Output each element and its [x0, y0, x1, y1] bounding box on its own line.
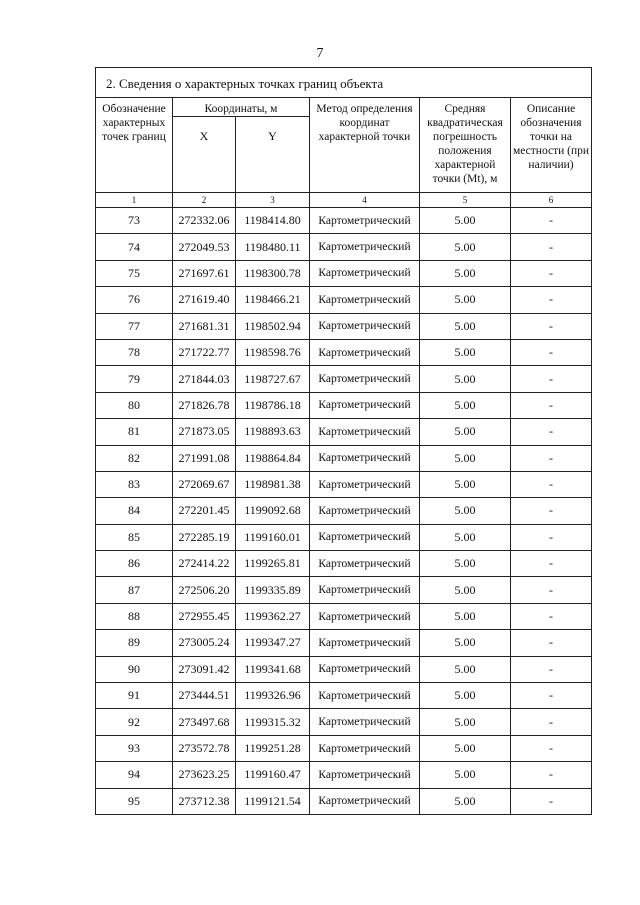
- x-coordinate-cell: 273497.68: [173, 709, 236, 735]
- column-number: 2: [173, 193, 236, 208]
- table-row: [96, 603, 592, 629]
- column-number: 3: [236, 193, 310, 208]
- y-coordinate-cell: 1198414.80: [236, 208, 310, 234]
- y-coordinate-cell: 1198893.63: [236, 419, 310, 445]
- x-coordinate-cell: 271681.31: [173, 313, 236, 339]
- header-method: Метод определения координат характерной точки: [310, 98, 420, 193]
- table-row: [96, 366, 592, 392]
- accuracy-cell: 5.00: [420, 524, 511, 550]
- x-coordinate-cell: 271697.61: [173, 260, 236, 286]
- accuracy-cell: 5.00: [420, 208, 511, 234]
- header-description: Описание обозначения точки на местности (при наличии): [511, 98, 592, 193]
- description-cell: -: [511, 234, 592, 260]
- x-coordinate-cell: 271619.40: [173, 287, 236, 313]
- table-row: [96, 683, 592, 709]
- point-cell: 86: [96, 551, 173, 577]
- table-row: [96, 762, 592, 788]
- header-x: X: [173, 117, 236, 193]
- method-cell: Картометрический: [310, 287, 420, 313]
- method-cell: Картометрический: [310, 630, 420, 656]
- method-cell: Картометрический: [310, 260, 420, 286]
- y-coordinate-cell: 1199251.28: [236, 735, 310, 761]
- y-coordinate-cell: 1199347.27: [236, 630, 310, 656]
- method-cell: Картометрический: [310, 208, 420, 234]
- method-cell: Картометрический: [310, 339, 420, 365]
- method-cell: Картометрический: [310, 498, 420, 524]
- accuracy-cell: 5.00: [420, 445, 511, 471]
- x-coordinate-cell: 271844.03: [173, 366, 236, 392]
- table-body: [96, 208, 592, 815]
- accuracy-cell: 5.00: [420, 683, 511, 709]
- table-row: [96, 577, 592, 603]
- page-number: 7: [316, 46, 324, 61]
- point-cell: 76: [96, 287, 173, 313]
- table-row: [96, 392, 592, 418]
- y-coordinate-cell: 1199341.68: [236, 656, 310, 682]
- method-cell: Картометрический: [310, 445, 420, 471]
- x-coordinate-cell: 272332.06: [173, 208, 236, 234]
- accuracy-cell: 5.00: [420, 234, 511, 260]
- y-coordinate-cell: 1199326.96: [236, 683, 310, 709]
- y-coordinate-cell: 1199315.32: [236, 709, 310, 735]
- header-designation: Обозначение характерных точек границ: [96, 98, 173, 193]
- method-cell: Картометрический: [310, 524, 420, 550]
- y-coordinate-cell: 1198466.21: [236, 287, 310, 313]
- y-coordinate-cell: 1199265.81: [236, 551, 310, 577]
- table-row: [96, 313, 592, 339]
- table-row: [96, 234, 592, 260]
- accuracy-cell: 5.00: [420, 762, 511, 788]
- point-cell: 75: [96, 260, 173, 286]
- y-coordinate-cell: 1199092.68: [236, 498, 310, 524]
- accuracy-cell: 5.00: [420, 498, 511, 524]
- point-cell: 78: [96, 339, 173, 365]
- description-cell: -: [511, 524, 592, 550]
- table-row: [96, 208, 592, 234]
- accuracy-cell: 5.00: [420, 577, 511, 603]
- x-coordinate-cell: 273712.38: [173, 788, 236, 814]
- description-cell: -: [511, 260, 592, 286]
- description-cell: -: [511, 313, 592, 339]
- point-cell: 91: [96, 683, 173, 709]
- x-coordinate-cell: 273572.78: [173, 735, 236, 761]
- point-cell: 83: [96, 471, 173, 497]
- x-coordinate-cell: 272049.53: [173, 234, 236, 260]
- method-cell: Картометрический: [310, 683, 420, 709]
- description-cell: -: [511, 392, 592, 418]
- point-cell: 77: [96, 313, 173, 339]
- method-cell: Картометрический: [310, 762, 420, 788]
- x-coordinate-cell: 273444.51: [173, 683, 236, 709]
- point-cell: 87: [96, 577, 173, 603]
- table-row: [96, 735, 592, 761]
- header-accuracy: Средняя квадратическая погрешность положения характерной точки (Mt), м: [420, 98, 511, 193]
- point-cell: 93: [96, 735, 173, 761]
- description-cell: -: [511, 735, 592, 761]
- table-row: [96, 498, 592, 524]
- description-cell: -: [511, 208, 592, 234]
- accuracy-cell: 5.00: [420, 788, 511, 814]
- description-cell: -: [511, 366, 592, 392]
- accuracy-cell: 5.00: [420, 392, 511, 418]
- accuracy-cell: 5.00: [420, 339, 511, 365]
- description-cell: -: [511, 577, 592, 603]
- y-coordinate-cell: 1198598.76: [236, 339, 310, 365]
- method-cell: Картометрический: [310, 471, 420, 497]
- x-coordinate-cell: 272285.19: [173, 524, 236, 550]
- point-cell: 81: [96, 419, 173, 445]
- table-row: [96, 260, 592, 286]
- point-cell: 73: [96, 208, 173, 234]
- method-cell: Картометрический: [310, 234, 420, 260]
- method-cell: Картометрический: [310, 603, 420, 629]
- column-number: 4: [310, 193, 420, 208]
- x-coordinate-cell: 271873.05: [173, 419, 236, 445]
- table-row: [96, 339, 592, 365]
- x-coordinate-cell: 271826.78: [173, 392, 236, 418]
- method-cell: Картометрический: [310, 709, 420, 735]
- accuracy-cell: 5.00: [420, 419, 511, 445]
- y-coordinate-cell: 1199362.27: [236, 603, 310, 629]
- method-cell: Картометрический: [310, 419, 420, 445]
- accuracy-cell: 5.00: [420, 603, 511, 629]
- accuracy-cell: 5.00: [420, 735, 511, 761]
- method-cell: Картометрический: [310, 313, 420, 339]
- y-coordinate-cell: 1198864.84: [236, 445, 310, 471]
- description-cell: -: [511, 630, 592, 656]
- description-cell: -: [511, 788, 592, 814]
- method-cell: Картометрический: [310, 735, 420, 761]
- method-cell: Картометрический: [310, 366, 420, 392]
- point-cell: 88: [96, 603, 173, 629]
- x-coordinate-cell: 272201.45: [173, 498, 236, 524]
- method-cell: Картометрический: [310, 656, 420, 682]
- point-cell: 92: [96, 709, 173, 735]
- y-coordinate-cell: 1199335.89: [236, 577, 310, 603]
- description-cell: -: [511, 656, 592, 682]
- point-cell: 89: [96, 630, 173, 656]
- column-number: 5: [420, 193, 511, 208]
- table-row: [96, 630, 592, 656]
- point-cell: 74: [96, 234, 173, 260]
- y-coordinate-cell: 1198786.18: [236, 392, 310, 418]
- point-cell: 95: [96, 788, 173, 814]
- accuracy-cell: 5.00: [420, 260, 511, 286]
- description-cell: -: [511, 287, 592, 313]
- accuracy-cell: 5.00: [420, 366, 511, 392]
- section-title: 2. Сведения о характерных точках границ объекта: [96, 68, 592, 98]
- header-y: Y: [236, 117, 310, 193]
- column-number: 6: [511, 193, 592, 208]
- description-cell: -: [511, 551, 592, 577]
- description-cell: -: [511, 471, 592, 497]
- x-coordinate-cell: 272069.67: [173, 471, 236, 497]
- y-coordinate-cell: 1198981.38: [236, 471, 310, 497]
- accuracy-cell: 5.00: [420, 709, 511, 735]
- accuracy-cell: 5.00: [420, 656, 511, 682]
- point-cell: 94: [96, 762, 173, 788]
- column-number: 1: [96, 193, 173, 208]
- boundary-points-table: [95, 67, 592, 815]
- y-coordinate-cell: 1198727.67: [236, 366, 310, 392]
- description-cell: -: [511, 762, 592, 788]
- method-cell: Картометрический: [310, 551, 420, 577]
- point-cell: 85: [96, 524, 173, 550]
- y-coordinate-cell: 1198502.94: [236, 313, 310, 339]
- x-coordinate-cell: 271991.08: [173, 445, 236, 471]
- accuracy-cell: 5.00: [420, 630, 511, 656]
- method-cell: Картометрический: [310, 788, 420, 814]
- accuracy-cell: 5.00: [420, 471, 511, 497]
- x-coordinate-cell: 272955.45: [173, 603, 236, 629]
- x-coordinate-cell: 272506.20: [173, 577, 236, 603]
- point-cell: 79: [96, 366, 173, 392]
- table-row: [96, 419, 592, 445]
- boundary-points-table-wrapper: [95, 67, 591, 815]
- x-coordinate-cell: 271722.77: [173, 339, 236, 365]
- table-row: [96, 709, 592, 735]
- table-row: [96, 445, 592, 471]
- y-coordinate-cell: 1199121.54: [236, 788, 310, 814]
- point-cell: 90: [96, 656, 173, 682]
- method-cell: Картометрический: [310, 577, 420, 603]
- column-numbers-row: [96, 193, 592, 208]
- accuracy-cell: 5.00: [420, 313, 511, 339]
- y-coordinate-cell: 1198300.78: [236, 260, 310, 286]
- table-row: [96, 656, 592, 682]
- table-row: [96, 287, 592, 313]
- method-cell: Картометрический: [310, 392, 420, 418]
- y-coordinate-cell: 1199160.47: [236, 762, 310, 788]
- table-row: [96, 471, 592, 497]
- x-coordinate-cell: 272414.22: [173, 551, 236, 577]
- x-coordinate-cell: 273623.25: [173, 762, 236, 788]
- accuracy-cell: 5.00: [420, 551, 511, 577]
- point-cell: 84: [96, 498, 173, 524]
- description-cell: -: [511, 445, 592, 471]
- description-cell: -: [511, 339, 592, 365]
- table-row: [96, 788, 592, 814]
- x-coordinate-cell: 273091.42: [173, 656, 236, 682]
- description-cell: -: [511, 498, 592, 524]
- y-coordinate-cell: 1199160.01: [236, 524, 310, 550]
- table-row: [96, 551, 592, 577]
- accuracy-cell: 5.00: [420, 287, 511, 313]
- point-cell: 80: [96, 392, 173, 418]
- description-cell: -: [511, 603, 592, 629]
- header-coordinates: Координаты, м: [173, 98, 310, 117]
- description-cell: -: [511, 709, 592, 735]
- description-cell: -: [511, 683, 592, 709]
- point-cell: 82: [96, 445, 173, 471]
- table-row: [96, 524, 592, 550]
- description-cell: -: [511, 419, 592, 445]
- x-coordinate-cell: 273005.24: [173, 630, 236, 656]
- y-coordinate-cell: 1198480.11: [236, 234, 310, 260]
